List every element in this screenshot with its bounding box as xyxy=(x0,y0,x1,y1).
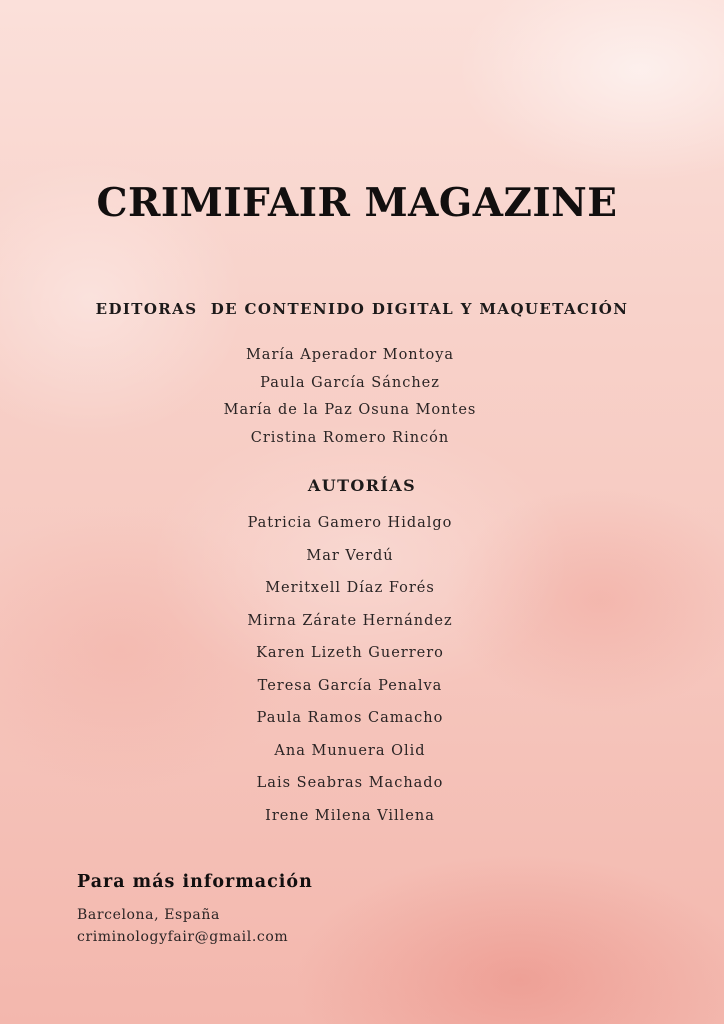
contact-email[interactable]: criminologyfair@gmail.com xyxy=(77,929,289,945)
editors-list xyxy=(0,342,700,452)
author-name: Meritxell Díaz Forés xyxy=(265,580,435,596)
authors-heading: AUTORÍAS xyxy=(307,476,417,495)
editor-name: María Aperador Montoya xyxy=(245,347,455,363)
editors-heading: EDITORAS DE CONTENIDO DIGITAL Y MAQUETACIÓN xyxy=(95,300,629,318)
author-name: Karen Lizeth Guerrero xyxy=(256,645,444,661)
contact-location: Barcelona, España xyxy=(77,907,220,923)
author-name: Lais Seabras Machado xyxy=(256,775,444,791)
author-name: Paula Ramos Camacho xyxy=(256,710,444,726)
author-name: Irene Milena Villena xyxy=(265,807,435,824)
author-name: Patricia Gamero Hidalgo xyxy=(247,515,453,531)
contact-heading: Para más información xyxy=(77,872,313,892)
author-name: Ana Munuera Olid xyxy=(274,742,426,759)
author-name: Mar Verdú xyxy=(306,547,394,564)
author-name: Teresa García Penalva xyxy=(257,677,443,694)
editor-name: María de la Paz Osuna Montes xyxy=(223,402,477,418)
contact-block xyxy=(77,872,313,948)
authors-list xyxy=(0,507,700,832)
editor-name: Paula García Sánchez xyxy=(260,374,440,391)
editor-name: Cristina Romero Rincón xyxy=(250,429,450,446)
author-name: Mirna Zárate Hernández xyxy=(247,612,453,629)
magazine-title: CRIMIFAIR MAGAZINE xyxy=(96,180,618,226)
